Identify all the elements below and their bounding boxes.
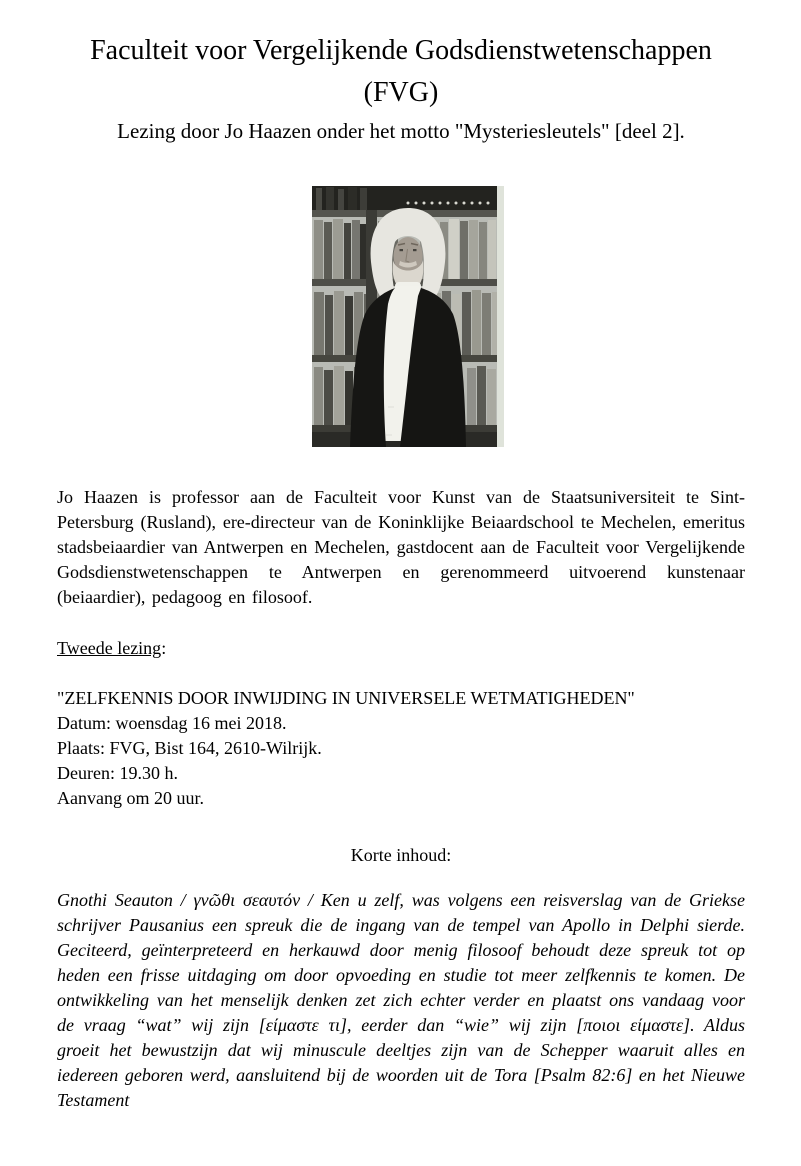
summary-heading: Korte inhoud: — [350, 845, 452, 865]
second-lecture-heading — [57, 636, 745, 661]
portrait-photo — [312, 186, 504, 447]
lecture-place: Plaats: FVG, Bist 164, 2610-Wilrijk. — [57, 738, 322, 758]
title-line-1: Faculteit voor Vergelijkende Godsdienstwetenschappen — [90, 35, 712, 66]
second-lecture-colon: : — [161, 638, 167, 658]
lecture-title: "ZELFKENNIS DOOR INWIJDING IN UNIVERSELE WETMATIGHEDEN" — [57, 688, 635, 708]
second-lecture-label: Tweede lezing — [57, 638, 162, 658]
document-subtitle: Lezing door Jo Haazen onder het motto "Mysteriesleutels" [deel 2]. — [117, 119, 685, 143]
bio-paragraph: Jo Haazen is professor aan de Faculteit voor Kunst van de Staatsuniversiteit te Sint-Petersburg (Rusland), ere-directeur van de Koninklijke Beiaardschool te Mechelen, emeritus stadsbeiaardier van Antwerpen en Mechelen, gastdocent aan de Faculteit voor Vergelijkende Godsdienstwetenschappen te Antwerpen en gerenommeerd uitvoerend kunstenaar (beiaardier), pedagoog en filosoof. — [57, 487, 745, 607]
lecture-start: Aanvang om 20 uur. — [57, 788, 204, 808]
portrait-photo-illustration — [312, 186, 504, 447]
summary-paragraph: Gnothi Seauton / γνῶθι σεαυτόν / Ken u zelf, was volgens een reisverslag van de Griekse schrijver Pausanius een spreuk die de ingang van de tempel van Apollo in Delphi sierde. Geciteerd, geïnterpreteerd en herkauwd door menig filosoof behoudt deze spreuk tot op heden een frisse uitdaging om door opvoeding en studie tot meer zelfkennis te komen. De ontwikkeling van het menselijk denken zet zich echter verder en plaatst ons vandaag voor de vraag “wat” wij zijn [είμαστε τι], eerder dan “wie” wij zijn [ποιοι είμαστε]. Aldus groeit het bewustzijn dat wij minuscule deeltjes zijn van de Schepper waaruit alles en iedereen geboren werd, aansluitend bij de woorden uit de Tora [Psalm 82:6] en het Nieuwe Testament — [57, 890, 745, 1110]
lecture-date: Datum: woensdag 16 mei 2018. — [57, 713, 287, 733]
title-line-2: (FVG) — [363, 77, 439, 108]
page-title — [57, 30, 745, 114]
lecture-doors: Deuren: 19.30 h. — [57, 763, 178, 783]
lecture-details — [57, 686, 745, 811]
